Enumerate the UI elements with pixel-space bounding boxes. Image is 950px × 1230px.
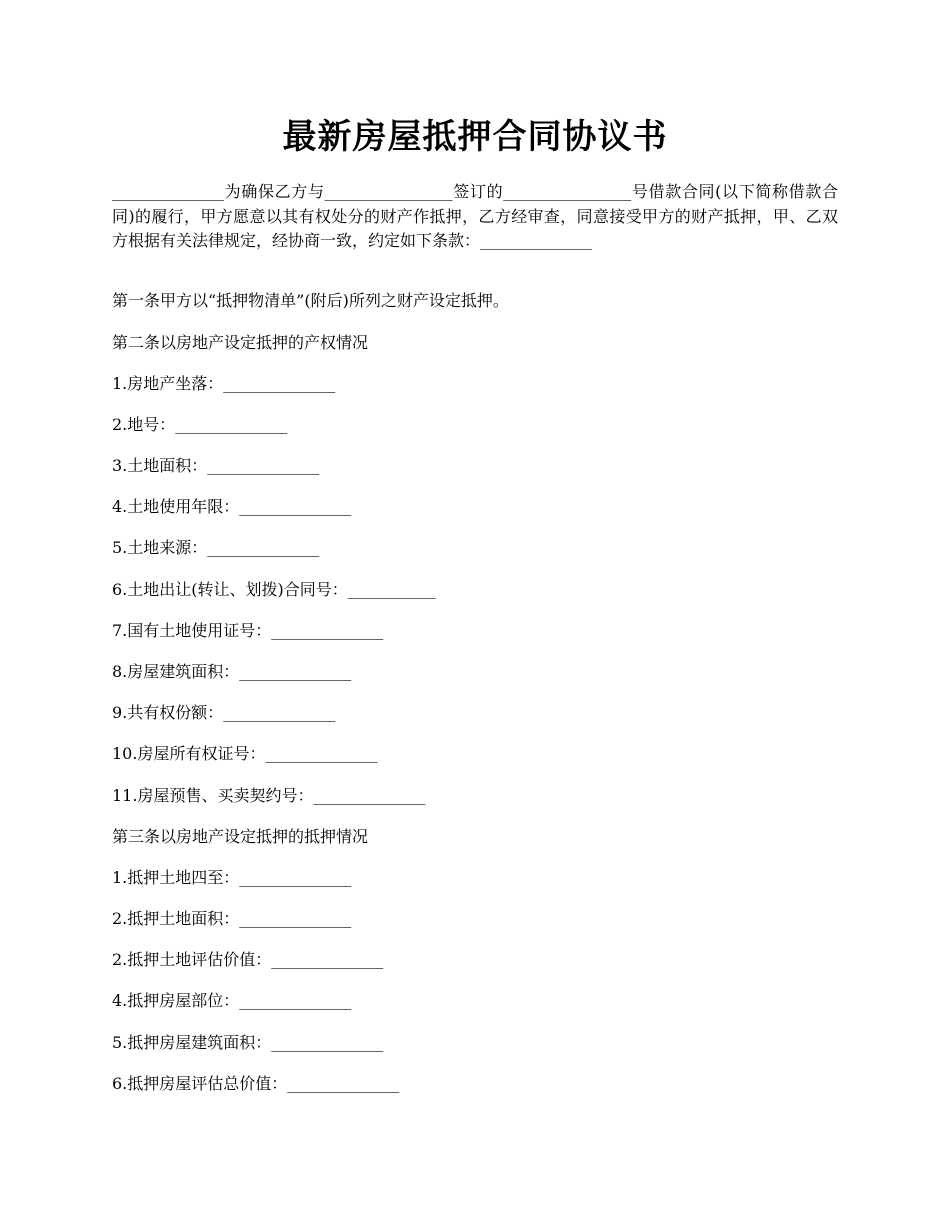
property-item: 1.房地产坐落：______________ xyxy=(112,374,336,393)
mortgage-item: 2.抵押土地评估价值：______________ xyxy=(112,950,384,969)
mortgage-item: 6.抵押房屋评估总价值：______________ xyxy=(112,1074,400,1093)
property-item: 4.土地使用年限：______________ xyxy=(112,497,352,516)
document-title: 最新房屋抵押合同协议书 xyxy=(282,117,668,157)
mortgage-item: 5.抵押房屋建筑面积：______________ xyxy=(112,1033,384,1052)
intro-paragraph: ______________为确保乙方与________________签订的________________号借款合同(以下简称借款合同)的履行，甲方愿意以其有权处分的财产作抵押，乙方经审查，同意接受甲方的财产抵押，甲、乙双方根据有关法律规定，经协商一致，约定如下条款：______________ xyxy=(112,182,838,250)
property-item: 5.土地来源：______________ xyxy=(112,538,320,557)
property-item: 9.共有权份额：______________ xyxy=(112,703,336,722)
property-item: 10.房屋所有权证号：______________ xyxy=(112,744,378,763)
mortgage-item: 1.抵押土地四至：______________ xyxy=(112,868,352,887)
property-item: 11.房屋预售、买卖契约号：______________ xyxy=(112,786,426,805)
property-item: 2.地号：______________ xyxy=(112,415,288,434)
property-item: 8.房屋建筑面积：______________ xyxy=(112,662,352,681)
mortgage-item: 2.抵押土地面积：______________ xyxy=(112,909,352,928)
property-item: 7.国有土地使用证号：______________ xyxy=(112,621,384,640)
clause-3-heading: 第三条以房地产设定抵押的抵押情况 xyxy=(112,827,369,846)
property-item: 3.土地面积：______________ xyxy=(112,456,320,475)
property-item: 6.土地出让(转让、划拨)合同号：___________ xyxy=(112,580,436,599)
clause-2-heading: 第二条以房地产设定抵押的产权情况 xyxy=(112,333,369,352)
clause-1: 第一条甲方以“抵押物清单”(附后)所列之财产设定抵押。 xyxy=(112,291,509,310)
mortgage-item: 4.抵押房屋部位：______________ xyxy=(112,991,352,1010)
